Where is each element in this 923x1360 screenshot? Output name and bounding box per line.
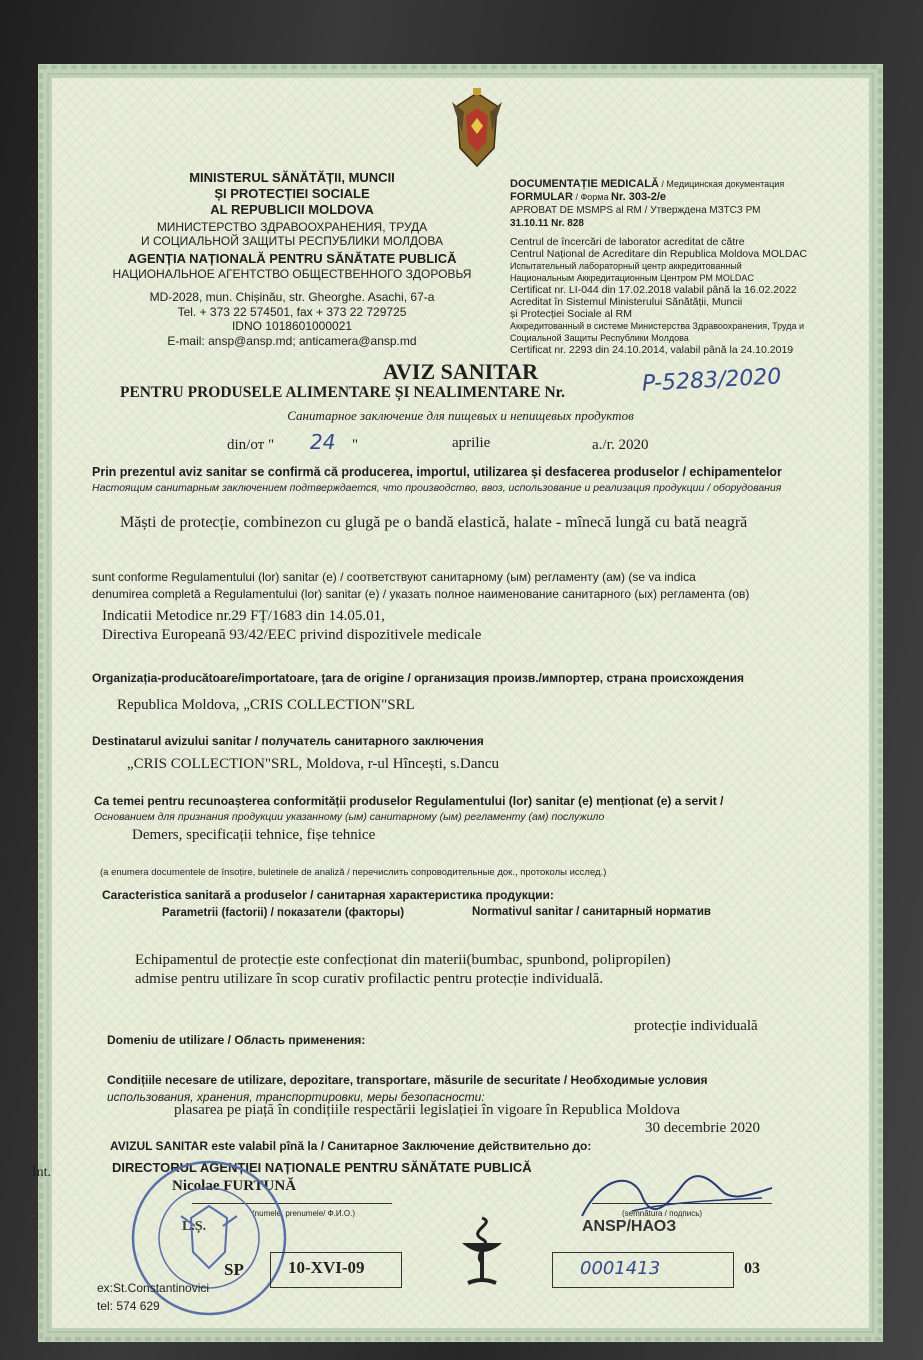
conditions-label-2: использования, хранения, транспортировки, меры безопасности: [107, 1090, 485, 1104]
executor-name: ex:St.Constantinovici [97, 1281, 210, 1295]
executor-phone: tel: 574 629 [97, 1299, 160, 1313]
ansp-label: ANSP/НАОЗ [582, 1218, 677, 1235]
name-caption: (numele, prenumele/ Ф.И.О.) [252, 1209, 355, 1218]
serial-number: 0001413 [580, 1258, 661, 1279]
parameters-label: Parametrii (factorii) / показатели (факторы) [162, 907, 405, 919]
characteristics-label: Caracteristica sanitară a produselor / санитарная характеристика продукции: [102, 888, 554, 902]
signature-caption: (semnătura / подпись) [622, 1209, 703, 1218]
basis-label-ro: Ca temei pentru recunoașterea conformității produselor Regulamentului (lor) sanitar (e) menționat (e) a servit / [94, 794, 724, 808]
form-number: Nr. 303-2/e [611, 191, 667, 203]
regulation-1: Indicatii Metodice nr.29 FȚ/1683 din 14.05.01, [102, 608, 385, 624]
accreditation-9: Социальной Защиты Республики Молдова [510, 333, 689, 343]
official-stamp-icon [127, 1156, 292, 1321]
accreditation-2: Centrul Național de Acreditare din Republica Moldova MOLDAC [510, 248, 808, 260]
agency-address: MD-2028, mun. Chișinău, str. Gheorghe. Asachi, 67-a [149, 290, 435, 304]
regulation-2: Directiva Europeană 93/42/EEC privind dispozitivele medicale [102, 627, 482, 643]
agency-name-ro: AGENȚIA NAȚIONALĂ PENTRU SĂNĂTATE PUBLICĂ [127, 251, 457, 266]
doc-type-ru: / Медицинская документация [658, 179, 785, 189]
stamp-ls-label: L.Ș. [182, 1219, 207, 1234]
approved-by: APROBAT DE MSMPS al RM / Утверждена МЗТСЗ РМ [510, 205, 761, 216]
ministry-name-ro-3: AL REPUBLICII MOLDOVA [210, 202, 374, 217]
document-subtitle: PENTRU PRODUSELE ALIMENTARE ȘI NEALIMENTARE Nr. [120, 384, 565, 401]
date-month: aprilie [452, 435, 491, 451]
accreditation-1: Centrul de încercări de laborator acreditat de către [510, 236, 745, 248]
agency-name-ru: НАЦИОНАЛЬНОЕ АГЕНТСТВО ОБЩЕСТВЕННОГО ЗДОРОВЬЯ [112, 267, 472, 281]
intro-ro: Prin prezentul aviz sanitar se confirmă că producerea, importul, utilizarea și desfacerea produselor / echipamentelor [92, 465, 782, 479]
characteristics-text-1: Echipamentul de protecție este confecționat din materii(bumbac, spunbond, polipropilen) [135, 952, 671, 968]
accreditation-10: Certificat nr. 2293 din 24.10.2014, valabil până la 24.10.2019 [510, 344, 794, 356]
signature-mark-icon [572, 1166, 782, 1226]
agency-idno: IDNO 1018601000021 [231, 319, 353, 333]
accreditation-8: Аккредитованный в системе Министерства Здравоохранения, Труда и [510, 321, 805, 331]
date-day: 24 [310, 430, 336, 454]
characteristics-text-2: admise pentru utilizare în scop curativ profilactic pentru protecție individuală. [135, 971, 604, 987]
form-label-ru: / Форма [572, 192, 611, 202]
form-label: FORMULAR [510, 191, 573, 203]
conditions-label-1: Condițiile necesare de utilizare, depozitare, transportare, măsurile de securitate / Необходимые условия [107, 1073, 708, 1087]
producer-value: Republica Moldova, „CRIS COLLECTION"SRL [117, 697, 415, 713]
validity-label: AVIZUL SANITAR este valabil pînă la / Санитарное Заключение действительно до: [110, 1139, 592, 1153]
products-value: Măști de protecție, combinezon cu glugă pe o bandă elastică, halate - mînecă lungă cu bată neagră [120, 514, 748, 531]
director-name: Nicolae FURTUNĂ [172, 1178, 297, 1194]
date-close-quote: " [352, 437, 359, 453]
ministry-name-ro-1: MINISTERUL SĂNĂTĂȚII, MUNCII [189, 170, 395, 185]
domain-value: protecție individuală [634, 1018, 758, 1034]
approval-date: 31.10.11 Nr. 828 [510, 218, 584, 229]
conform-label-1: sunt conforme Regulamentului (lor) sanitar (e) / соответствуют санитарному (ым) регламенту (ам) (se va indica [92, 570, 696, 584]
agency-phone: Tel. + 373 22 574501, fax + 373 22 729725 [177, 304, 407, 319]
basis-label-ru: Основанием для признания продукции указанному (ым) санитарному (ым) регламенту (ам) послужило [94, 811, 605, 823]
document-title: AVIZ SANITAR [382, 359, 539, 384]
director-title: DIRECTORUL AGENȚIEI NAȚIONALE PENTRU SĂNĂTATE PUBLICĂ [112, 1160, 532, 1175]
accreditation-7: și Protecției Sociale al RM [510, 308, 632, 320]
date-year: a./г. 2020 [592, 437, 649, 453]
date-prefix: din/от " [227, 437, 275, 453]
validity-value: 30 decembrie 2020 [645, 1120, 760, 1136]
conditions-value: plasarea pe piață în condițiile respectării legislației în vigoare în Republica Moldova [174, 1102, 681, 1118]
certificate-sheet [32, 64, 883, 1342]
form-code: 03 [744, 1260, 760, 1277]
int-label: Int. [32, 1165, 52, 1180]
ministry-name-ru-1: МИНИСТЕРСТВО ЗДРАВООХРАНЕНИЯ, ТРУДА [156, 220, 428, 234]
certificate-number: P-5283/2020 [641, 364, 782, 397]
intro-ru: Настоящим санитарным заключением подтверждается, что производство, ввоз, использование и реализация продукции / оборудования [92, 482, 782, 494]
basis-value: Demers, specificații tehnice, fișe tehnice [132, 827, 376, 843]
agency-email: E-mail: ansp@ansp.md; anticamera@ansp.md [167, 333, 417, 348]
conform-label-2: denumirea completă a Regulamentului (lor) sanitar (e) / указать полное наименование санитарного (ых) регламента (ов) [92, 587, 750, 601]
accreditation-4: Национальным Аккредитационным Центром РМ MOLDAC [510, 273, 754, 283]
accreditation-5: Certificat nr. LI-044 din 17.02.2018 valabil până la 16.02.2022 [510, 284, 797, 296]
ministry-name-ru-2: И СОЦИАЛЬНОЙ ЗАЩИТЫ РЕСПУБЛИКИ МОЛДОВА [141, 234, 443, 248]
norm-label: Normativul sanitar / санитарный норматив [472, 906, 711, 918]
document-subtitle-ru: Санитарное заключение для пищевых и непищевых продуктов [287, 408, 634, 423]
basis-note: (a enumera documentele de însoțire, buletinele de analiză / перечислить сопроводительные док., протоколы исслед.) [100, 867, 607, 878]
producer-label: Organizația-producătoare/importatoare, țara de origine / организация произв./импортер, страна происхождения [92, 671, 745, 685]
series-number: 10-XVI-09 [288, 1258, 365, 1277]
recipient-value: „CRIS COLLECTION"SRL, Moldova, r-ul Hîncești, s.Dancu [127, 756, 500, 772]
accreditation-3: Испытательный лабораторный центр аккредитованный [510, 261, 742, 271]
series-prefix: SP [224, 1260, 244, 1279]
doc-type: DOCUMENTAȚIE MEDICALĂ [510, 178, 659, 190]
domain-label: Domeniu de utilizare / Область применения: [107, 1033, 366, 1047]
ministry-name-ro-2: ȘI PROTECȚIEI SOCIALE [214, 186, 370, 201]
recipient-label: Destinatarul avizului sanitar / получатель санитарного заключения [92, 734, 484, 748]
coat-of-arms-icon [442, 88, 512, 173]
bowl-of-hygieia-icon [452, 1213, 512, 1303]
accreditation-6: Acreditat în Sistemul Ministerului Sănătății, Muncii [510, 296, 743, 308]
